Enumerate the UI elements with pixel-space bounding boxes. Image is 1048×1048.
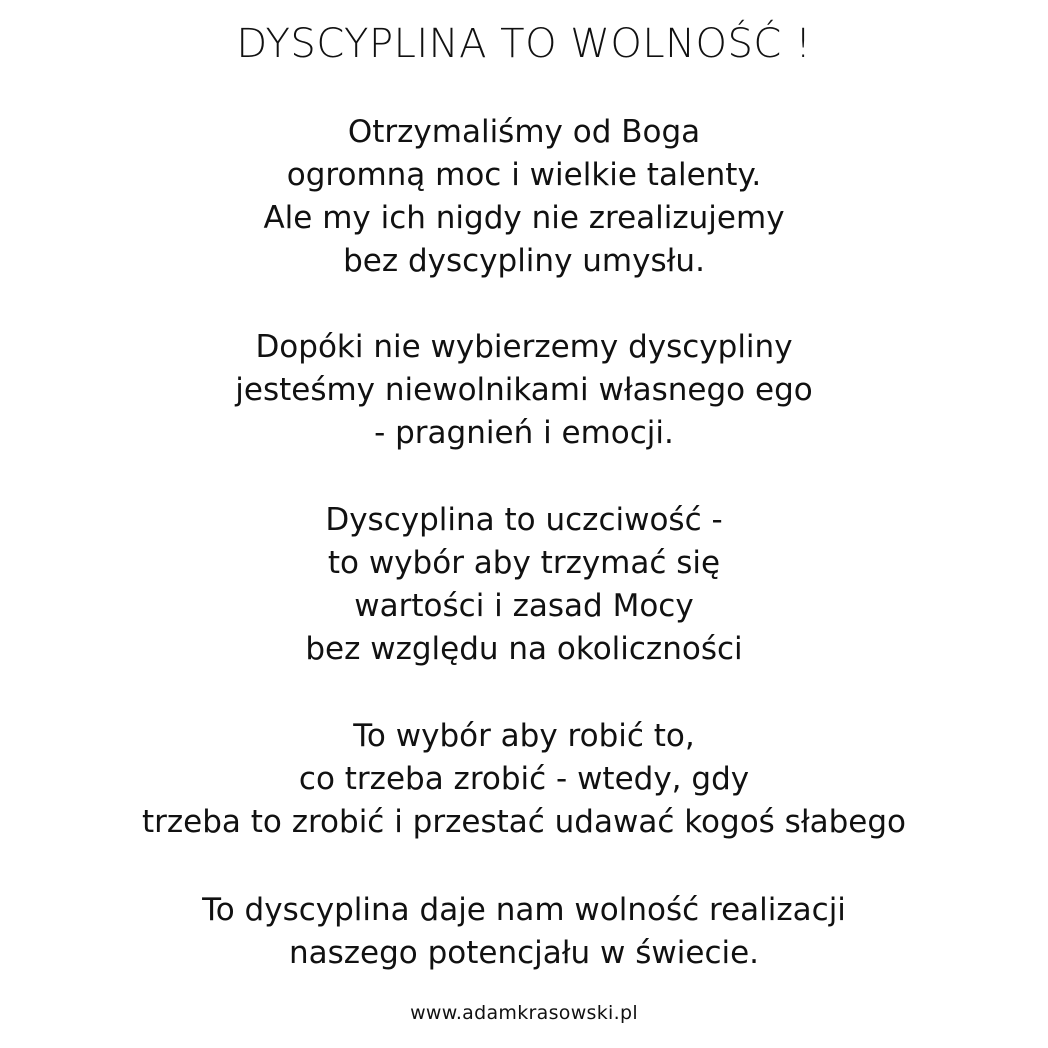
verse-line: To dyscyplina daje nam wolność realizacji — [202, 892, 846, 928]
verse-line: Dyscyplina to uczciwość - — [325, 502, 723, 538]
verse-line: co trzeba zrobić - wtedy, gdy — [298, 761, 750, 797]
stanza-3 — [0, 499, 1048, 671]
verse-line: bez dyscypliny umysłu. — [343, 243, 705, 279]
verse-line: ogromną moc i wielkie talenty. — [286, 157, 762, 193]
website-link[interactable]: www.adamkrasowski.pl — [410, 1002, 638, 1024]
verse-line: Ale my ich nigdy nie zrealizujemy — [263, 200, 785, 236]
verse-line: To wybór aby robić to, — [353, 718, 695, 754]
verse-line: wartości i zasad Mocy — [354, 588, 694, 624]
verse-line: Dopóki nie wybierzemy dyscypliny — [255, 329, 793, 365]
verse-line: trzeba to zrobić i przestać udawać kogoś słabego — [141, 804, 907, 840]
stanza-5 — [0, 889, 1048, 975]
verse-line: to wybór aby trzymać się — [327, 545, 721, 581]
stanza-2 — [0, 326, 1048, 455]
stanza-1 — [0, 111, 1048, 283]
verse-line: - pragnień i emocji. — [374, 415, 674, 451]
verse-line: Otrzymaliśmy od Boga — [347, 114, 701, 150]
page-title: DYSCYPLINA TO WOLNOŚĆ ! — [236, 21, 812, 67]
stanza-4 — [0, 715, 1048, 844]
verse-line: bez względu na okoliczności — [305, 631, 743, 667]
verse-line: jesteśmy niewolnikami własnego ego — [235, 372, 813, 408]
verse-line: naszego potencjału w świecie. — [288, 935, 760, 971]
